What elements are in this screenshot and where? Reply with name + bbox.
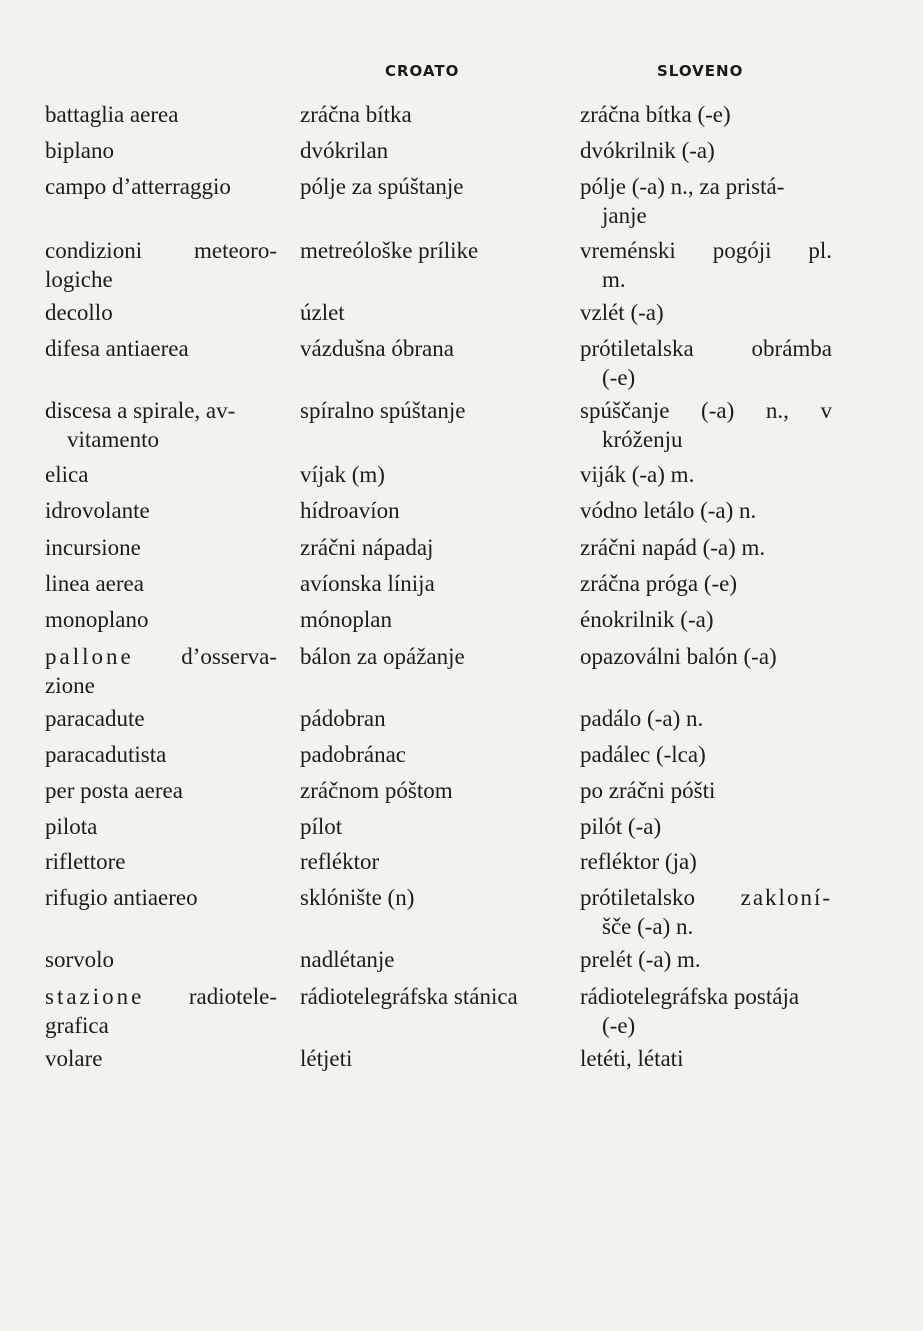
slovene-term-word: n., <box>765 398 789 423</box>
italian-term: pilota <box>45 814 98 839</box>
croatian-term: zráčni nápadaj <box>300 535 434 560</box>
slovene-term-word: obrámba <box>751 336 832 361</box>
italian-term: paracadutista <box>45 742 167 767</box>
italian-term <box>45 642 280 700</box>
croatian-term: létjeti <box>300 1046 353 1071</box>
italian-term: battaglia aerea <box>45 102 179 127</box>
italian-term: sorvolo <box>45 947 114 972</box>
croatian-term: refléktor <box>300 849 380 874</box>
slovene-term-continuation: (-e) <box>602 1013 636 1038</box>
slovene-term: opazoválni balón (-a) <box>580 644 777 669</box>
italian-term-line: discesa a spirale, av- <box>45 398 236 423</box>
croatian-term: úzlet <box>300 300 345 325</box>
slovene-term: zráčni napád (-a) m. <box>580 535 766 560</box>
slovene-term: padálo (-a) n. <box>580 706 704 731</box>
slovene-term: zráčna bítka (-e) <box>580 102 731 127</box>
slovene-term-word: pl. <box>808 238 832 263</box>
slovene-term <box>580 883 850 941</box>
slovene-term: padálec (-lca) <box>580 742 706 767</box>
italian-term <box>45 982 280 1040</box>
italian-term: linea aerea <box>45 571 144 596</box>
slovene-term-continuation: (-e) <box>602 365 636 390</box>
italian-term-word: d’osserva- <box>181 644 277 669</box>
slovene-term-word: prótiletalska <box>580 336 694 361</box>
italian-term-word: stazione <box>45 984 145 1009</box>
slovene-term: vódno letálo (-a) n. <box>580 498 757 523</box>
croatian-term: pílot <box>300 814 343 839</box>
slovene-term-word: zakloní- <box>740 885 832 910</box>
croatian-term: pádobran <box>300 706 386 731</box>
italian-term-word: condizioni <box>45 238 143 263</box>
column-header-croato: CROATO <box>385 62 460 80</box>
croatian-term: pólje za spúštanje <box>300 174 464 199</box>
slovene-term: pilót (-a) <box>580 814 662 839</box>
croatian-term: spíralno spúštanje <box>300 398 466 423</box>
italian-term: volare <box>45 1046 103 1071</box>
italian-term-word: meteoro- <box>193 238 277 263</box>
column-header-sloveno: SLOVENO <box>657 62 744 80</box>
slovene-term <box>580 172 850 230</box>
slovene-term <box>580 396 850 454</box>
slovene-term-line: pólje (-a) n., za pristá- <box>580 174 785 199</box>
slovene-term-word: vreménski <box>580 238 676 263</box>
slovene-term-line: rádiotelegráfska postája <box>580 984 800 1009</box>
italian-term: per posta aerea <box>45 778 183 803</box>
croatian-term: zráčna bítka <box>300 102 412 127</box>
italian-term: riflettore <box>45 849 126 874</box>
italian-term-word: pallone <box>45 644 134 669</box>
slovene-term-word: prótiletalsko <box>580 885 695 910</box>
slovene-term-continuation: janje <box>602 203 647 228</box>
slovene-term <box>580 236 850 294</box>
slovene-term: vzlét (-a) <box>580 300 664 325</box>
italian-term: elica <box>45 462 89 487</box>
slovene-term: zráčna próga (-e) <box>580 571 738 596</box>
croatian-term: dvókrilan <box>300 138 389 163</box>
italian-term-word: radiotele- <box>188 984 277 1009</box>
croatian-term: metreólоške prílike <box>300 238 479 263</box>
croatian-term: rádiotelegráfska stánica <box>300 984 518 1009</box>
slovene-term-continuation: króženju <box>602 427 683 452</box>
slovene-term: viják (-a) m. <box>580 462 695 487</box>
croatian-term: bálon za opážanje <box>300 644 465 669</box>
italian-term: rifugio antiaereo <box>45 885 198 910</box>
croatian-term: sklónište (n) <box>300 885 415 910</box>
croatian-term: víjak (m) <box>300 462 385 487</box>
italian-term-continuation: grafica <box>45 1013 109 1038</box>
slovene-term <box>580 982 850 1040</box>
croatian-term: nadlétanje <box>300 947 395 972</box>
italian-term: paracadute <box>45 706 145 731</box>
croatian-term: vázdušna óbrana <box>300 336 454 361</box>
slovene-term-continuation: m. <box>602 267 626 292</box>
slovene-term: po zráčni póšti <box>580 778 716 803</box>
italian-term: incursione <box>45 535 141 560</box>
slovene-term: prelét (-a) m. <box>580 947 701 972</box>
italian-term: monoplano <box>45 607 149 632</box>
italian-term-continuation: zione <box>45 673 95 698</box>
slovene-term: refléktor (ja) <box>580 849 697 874</box>
slovene-term-word: (-a) <box>701 398 735 423</box>
slovene-term-continuation: šče (-a) n. <box>602 914 694 939</box>
croatian-term: hídroavíon <box>300 498 400 523</box>
croatian-term: padobránac <box>300 742 406 767</box>
italian-term: difesa antiaerea <box>45 336 189 361</box>
italian-term-continuation: logiche <box>45 267 113 292</box>
croatian-term: mónoplan <box>300 607 392 632</box>
slovene-term-word: v <box>820 398 832 423</box>
italian-term: campo d’atterraggio <box>45 174 231 199</box>
italian-term: biplano <box>45 138 114 163</box>
slovene-term: énokrilnik (-a) <box>580 607 714 632</box>
slovene-term: letéti, létati <box>580 1046 684 1071</box>
slovene-term-word: pogóji <box>712 238 772 263</box>
italian-term: decollo <box>45 300 113 325</box>
italian-term: idrovolante <box>45 498 150 523</box>
slovene-term-word: spúščanje <box>580 398 670 423</box>
italian-term <box>45 396 280 454</box>
croatian-term: zráčnom póštom <box>300 778 453 803</box>
slovene-term <box>580 334 850 392</box>
italian-term-continuation: vitamento <box>67 427 159 452</box>
slovene-term: dvókrilnik (-a) <box>580 138 715 163</box>
croatian-term: avíonska línija <box>300 571 435 596</box>
italian-term <box>45 236 280 294</box>
